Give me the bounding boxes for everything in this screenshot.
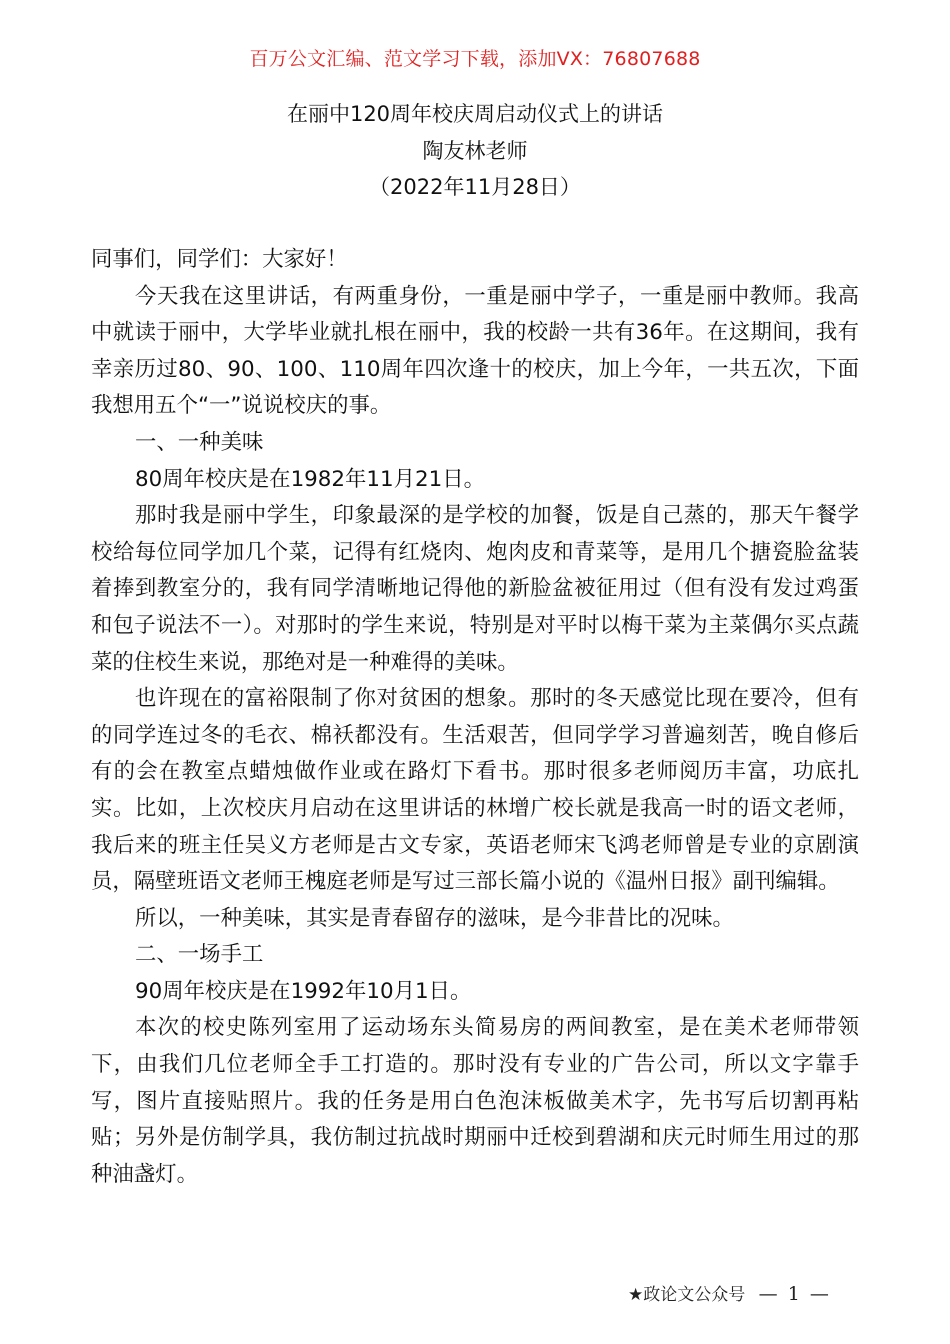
- paragraph: 那时我是丽中学生，印象最深的是学校的加餐，饭是自己蒸的，那天午餐学校给每位同学加几个菜，记得有红烧肉、炮肉皮和青菜等，是用几个搪瓷脸盆装着捧到教室分的，我有同学清晰地记得他的新脸盆被征用过（但有没有发过鸡蛋和包子说法不一）。对那时的学生来说，特别是对平时以梅干菜为主菜偶尔买点蔬菜的住校生来说，那绝对是一种难得的美味。: [91, 503, 859, 675]
- paragraph-intro: 今天我在这里讲话，有两重身份，一重是丽中学子，一重是丽中教师。我高中就读于丽中，大学毕业就扎根在丽中，我的校龄一共有36年。在这期间，我有幸亲历过80、90、100、110周年四次逢十的校庆，加上今年，一共五次，下面我想用五个“一”说说校庆的事。: [91, 283, 859, 419]
- footer-source: ★政论文公众号: [628, 1285, 746, 1305]
- document-title: 在丽中120周年校庆周启动仪式上的讲话: [286, 102, 664, 126]
- watermark-banner: 百万公文汇编、范文学习下载，添加VX：76807688: [249, 48, 701, 70]
- section-heading-2: 二、一场手工: [135, 942, 264, 968]
- document-body: [91, 242, 859, 1193]
- title-block: [0, 96, 950, 206]
- page-number: — 1 —: [758, 1283, 831, 1305]
- document-author: 陶友林老师: [422, 138, 528, 163]
- page-footer: [628, 1280, 831, 1309]
- paragraph: 所以，一种美味，其实是青春留存的滋味，是今非昔比的况味。: [135, 905, 734, 931]
- paragraph: 80周年校庆是在1982年11月21日。: [135, 466, 486, 492]
- paragraph: 本次的校史陈列室用了运动场东头简易房的两间教室，是在美术老师带领下，由我们几位老师全手工打造的。那时没有专业的广告公司，所以文字靠手写，图片直接贴照片。我的任务是用白色泡沫板做美术字，先书写后切割再粘贴；另外是仿制学具，我仿制过抗战时期丽中迁校到碧湖和庆元时师生用过的那种油盏灯。: [91, 1015, 859, 1187]
- greeting: 同事们，同学们：大家好！: [91, 247, 348, 272]
- document-date: （2022年11月28日）: [369, 175, 581, 199]
- paragraph: 90周年校庆是在1992年10月1日。: [135, 978, 472, 1004]
- section-heading-1: 一、一种美味: [135, 429, 264, 455]
- paragraph: 也许现在的富裕限制了你对贫困的想象。那时的冬天感觉比现在要冷，但有的同学连过冬的毛衣、棉袄都没有。生活艰苦，但同学学习普遍刻苦，晚自修后有的会在教室点蜡烛做作业或在路灯下看书。那时很多老师阅历丰富，功底扎实。比如，上次校庆月启动在这里讲话的林增广校长就是我高一时的语文老师，我后来的班主任吴义方老师是古文专家，英语老师宋飞鸿老师曾是专业的京剧演员，隔壁班语文老师王槐庭老师是写过三部长篇小说的《温州日报》副刊编辑。: [91, 686, 859, 895]
